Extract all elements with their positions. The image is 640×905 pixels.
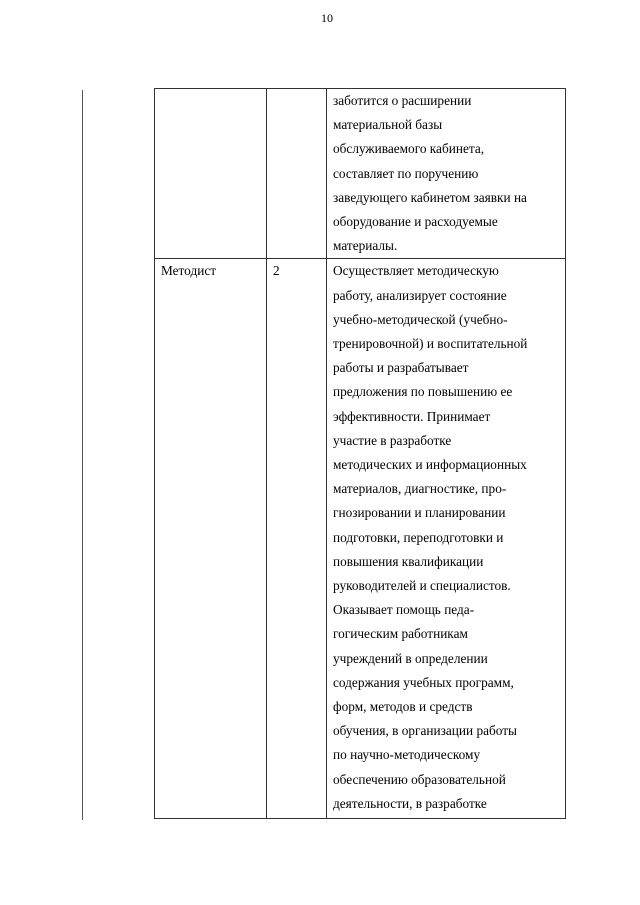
- description-line: обслуживаемого кабинета,: [333, 141, 485, 157]
- description-line: тренировочной) и воспитательной: [333, 336, 528, 352]
- description-line: Осуществляет методическую: [333, 263, 499, 279]
- description-line: материальной базы: [333, 117, 443, 133]
- description-line: оборудование и расходуемые: [333, 214, 498, 230]
- description-line: форм, методов и средств: [333, 699, 473, 715]
- description-line: обучения, в организации работы: [333, 723, 517, 739]
- description-line: повышения квалификации: [333, 553, 484, 569]
- description-line: обеспечению образовательной: [333, 771, 506, 787]
- role-cell: Методист: [155, 259, 267, 819]
- description-line: гнозировании и планировании: [333, 505, 506, 521]
- description-line: учреждений в определении: [333, 650, 488, 666]
- description-line: эффективности. Принимает: [333, 408, 491, 424]
- margin-line: [82, 90, 83, 820]
- description-line: гогическим работникам: [333, 626, 468, 642]
- description-line: заведующего кабинетом заявки на: [333, 189, 527, 205]
- description-line: руководителей и специалистов.: [333, 578, 511, 594]
- count-cell: 2: [267, 259, 327, 819]
- description-line: по научно-методическому: [333, 747, 481, 763]
- description-line: предложения по повышению ее: [333, 384, 513, 400]
- role-cell: [155, 89, 267, 259]
- description-line: составляет по поручению: [333, 165, 479, 181]
- description-line: содержания учебных программ,: [333, 674, 514, 690]
- count-cell: [267, 89, 327, 259]
- description-line: методических и информационных: [333, 457, 527, 473]
- description-cell: [327, 259, 566, 819]
- description-cell: [327, 89, 566, 259]
- table-row: [155, 259, 566, 819]
- description-line: деятельности, в разработке: [333, 795, 487, 811]
- description-line: работы и разрабатывает: [333, 360, 469, 376]
- description-line: заботится о расширении: [333, 93, 472, 108]
- page-number: 10: [321, 11, 333, 25]
- description-line: Оказывает помощь педа-: [333, 602, 475, 618]
- table-row: [155, 89, 566, 259]
- staff-table: [154, 88, 566, 819]
- description-line: подготовки, переподготовки и: [333, 529, 504, 545]
- description-line: участие в разработке: [333, 432, 452, 448]
- description-line: материалы.: [333, 238, 398, 254]
- description-line: учебно-методической (учебно-: [333, 311, 508, 327]
- description-line: работу, анализирует состояние: [333, 287, 507, 303]
- description-line: материалов, диагностике, про-: [333, 481, 507, 497]
